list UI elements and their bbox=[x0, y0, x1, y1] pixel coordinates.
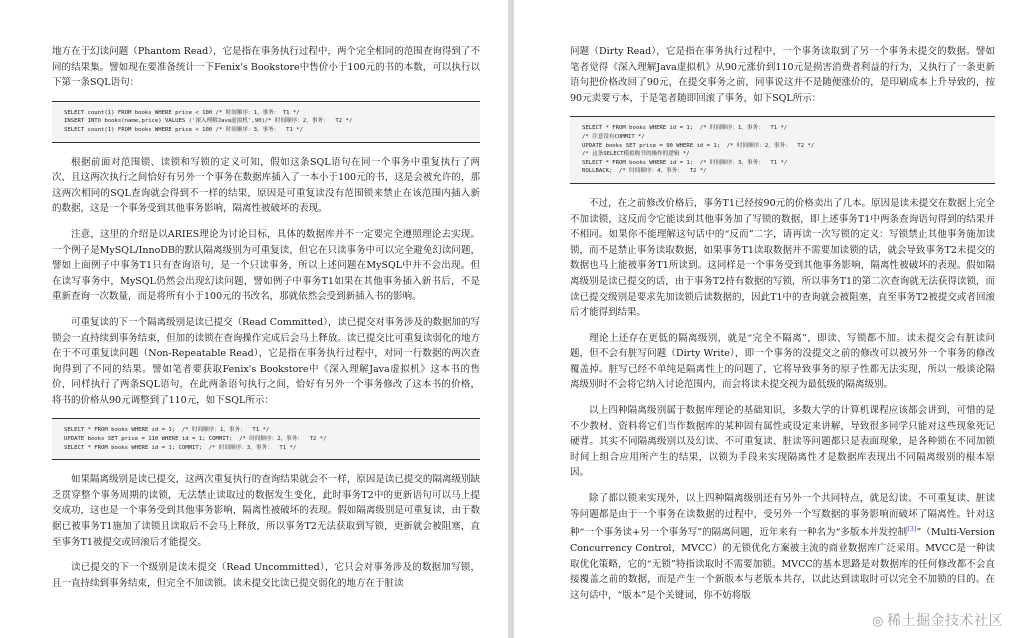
paragraph: 以上四种隔离级别属于数据库理论的基础知识，多数大学的计算机课程应该都会讲到，可惜的是不少教材、资料将它们当作数据库的某种固有属性或设定来讲解，导致很多同学只能对这些现象死记硬背。其实不同隔离级别以及幻读、不可重复读、脏读等问题都只是表面现象，是各种锁在不同加锁时间上组合应用所产生的结果，以锁为手段来实现隔离性才是数据库表现出不同隔离级别的根本原因。 bbox=[570, 405, 995, 479]
page-left bbox=[0, 0, 508, 638]
code-block: SELECT count(1) FROM books WHERE price < 100 /* 时间顺序：1，事务： T1 */ INSERT INTO books(name,price) VALUES ('深入理解Java虚拟机',90)/* 时间顺序：2，事务： T2 */ SELECT count(1) FROM books WHERE price < 100 /* 时间顺序：3，事务： T1 */ bbox=[52, 101, 480, 143]
watermark-text: 稀土掘金技术社区 bbox=[887, 613, 1003, 629]
paragraph: 根据前面对范围锁、读锁和写锁的定义可知，假如这条SQL语句在同一个事务中重复执行了两次，且这两次执行之间恰好有另外一个事务在数据库插入了一本小于100元的书，这是会被允许的，那这两次相同的SQL查询就会得到不一样的结果，原因是可重复读没有范围锁来禁止在该范围内插入新的数据，这是一个事务受到其他事务影响，隔离性被破坏的表现。 bbox=[52, 156, 480, 215]
paragraph: 问题（Dirty Read），它是指在事务执行过程中，一个事务读取到了另一个事务未提交的数据。譬如笔者觉得《深入理解Java虚拟机》从90元涨价到110元是损害消费者利益的行为，又执行了一条更新语句把价格改回了90元，在提交事务之前，同事说这并不是随便涨价的，是印刷成本上升导致的，按90元卖要亏本，于是笔者随即回滚了事务，如下SQL所示： bbox=[570, 46, 995, 104]
paragraph: 可重复读的下一个隔离级别是读已提交（Read Committed），读已提交对事务涉及的数据加的写锁会一直持续到事务结束，但加的读锁在查询操作完成后会马上释放。读已提交比可重复读弱化的地方在于不可重复读问题（Non-Repeatable Read），它是指在事务执行过程中，对同一行数据的两次查询得到了不同的结果。譬如笔者要获取Fenix's Bookstore中《深入理解Java虚拟机》这本书的售价，同样执行了两条SQL语句，在此两条语句执行之间，恰好有另外一个事务修改了这本书的价格，将书的价格从90元调整到了110元，如下SQL所示： bbox=[52, 316, 480, 406]
paragraph-text: 除了都以锁来实现外，以上四种隔离级别还有另外一个共同特点，就是幻读、不可重复读、脏读等问题都是由于一个事务在读数据的过程中，受另外一个写数据的事务影响而破坏了隔离性。针对这种“一个事务读+另一个事务写”的隔离问题，近年来有一种名为“多版本并发控制 bbox=[570, 493, 995, 539]
watermark bbox=[872, 610, 1003, 630]
paragraph: 理论上还存在更低的隔离级别，就是“完全不隔离”，即读、写锁都不加。读未提交会有脏读问题，但不会有脏写问题（Dirty Write），即一个事务的没提交之前的修改可以被另外一个事务的修改覆盖掉。脏写已经不单纯是隔离性上的问题了，它将导致事务的原子性都无法实现，所以一般谈论隔离级别时不会将它纳入讨论范围内，而会将读未提交视为最低级的隔离级别。 bbox=[570, 332, 995, 391]
paragraph: 如果隔离级别是读已提交，这两次重复执行的查询结果就会不一样，原因是读已提交的隔离级别缺乏贯穿整个事务周期的读锁，无法禁止读取过的数据发生变化，此时事务T2中的更新语句可以马上提交成功，这也是一个事务受到其他事务影响，隔离性被破坏的表现。假如隔离级别是可重复读，由于数据已被事务T1施加了读锁且读取后不会马上释放，所以事务T2无法获取到写锁，更新就会被阻塞，直至事务T1被提交或回滚后才能提交。 bbox=[52, 474, 480, 548]
paragraph-text: ”（Multi-Version Concurrency Control，MVCC）的无锁优化方案被主流的商业数据库广泛采用。MVCC是一种读取优化策略，它的“无锁”特指读取时不需要加锁。MVCC的基本思路是对数据库的任何修改都不会直接覆盖之前的数据，而是产生一个新版本与老版本共存，以此达到读取时可以完全不加锁的目的。在这句话中，“版本”是个关键词，你不妨将版 bbox=[570, 527, 995, 601]
footnote-link[interactable]: [3] bbox=[907, 525, 917, 534]
code-block: SELECT * FROM books WHERE id = 1; /* 时间顺序：1，事务： T1 */ /* 注意没有COMMIT */ UPDATE books SET price = 90 WHERE id = 1; /* 时间顺序：2，事务： T2 */ /* 这条SELECT模拟购书的操作的逻辑 */ SELECT * FROM books WHERE id = 1; /* 时间顺序：3，事务： T1 */ ROLLBACK; /* 时间顺序：4，事务： T2 */ bbox=[570, 116, 995, 184]
juejin-logo-icon: ◎ bbox=[872, 614, 884, 629]
paragraph: 不过，在之前修改价格后，事务T1已经按90元的价格卖出了几本。原因是读未提交在数据上完全不加读锁，这反而令它能读到其他事务加了写锁的数据，即上述事务T1中两条查询语句得到的结果并不相同。如果你不能理解这句话中的“反而”二字，请再读一次写锁的定义：写锁禁止其他事务施加读锁，而不是禁止事务读取数据，如果事务T1读取数据并不需要加读锁的话，就会导致事务T2未提交的数据也马上能被事务T1所读到。这同样是一个事务受到其他事务影响，隔离性被破坏的表现。假如隔离级别是读已提交的话，由于事务T2持有数据的写锁，所以事务T1的第二次查询就无法获得读锁，而读已提交级别是要求先加读锁后读数据的，因此T1中的查询就会被阻塞，直至事务T2被提交或者回滚后才能得到结果。 bbox=[570, 197, 995, 319]
page-right bbox=[514, 0, 1021, 638]
paragraph-mvcc bbox=[570, 491, 995, 603]
paragraph: 注意，这里的介绍是以ARIES理论为讨论目标，具体的数据库并不一定要完全遵照理论去实现。一个例子是MySQL/InnoDB的默认隔离级别为可重复读，但它在只读事务中可以完全避免幻读问题，譬如上面例子中事务T1只有查询语句，是一个只读事务，所以上述问题在MySQL中并不会出现。但在读写事务中，MySQL仍然会出现幻读问题，譬如例子中事务T1如果在其他事务插入新书后，不是重新查询一次数量，而是将所有小于100元的书改名，那就依然会受到新插入书的影响。 bbox=[52, 228, 480, 303]
code-block: SELECT * FROM books WHERE id = 1; /* 时间顺序：1，事务： T1 */ UPDATE books SET price = 110 WHERE id = 1; COMMIT; /* 时间顺序：2，事务： T2 */ SELECT * FROM books WHERE id = 1; COMMIT; /* 时间顺序：3，事务： T1 */ bbox=[52, 418, 480, 460]
paragraph: 读已提交的下一个级别是读未提交（Read Uncommitted），它只会对事务涉及的数据加写锁，且一直持续到事务结束，但完全不加读锁。读未提交比读已提交弱化的地方在于脏读 bbox=[52, 562, 480, 589]
paragraph: 地方在于幻读问题（Phantom Read），它是指在事务执行过程中，两个完全相同的范围查询得到了不同的结果集。譬如现在要准备统计一下Fenix's Bookstore中售价小于100元的书的本数，可以执行以下第一条SQL语句： bbox=[52, 46, 480, 89]
